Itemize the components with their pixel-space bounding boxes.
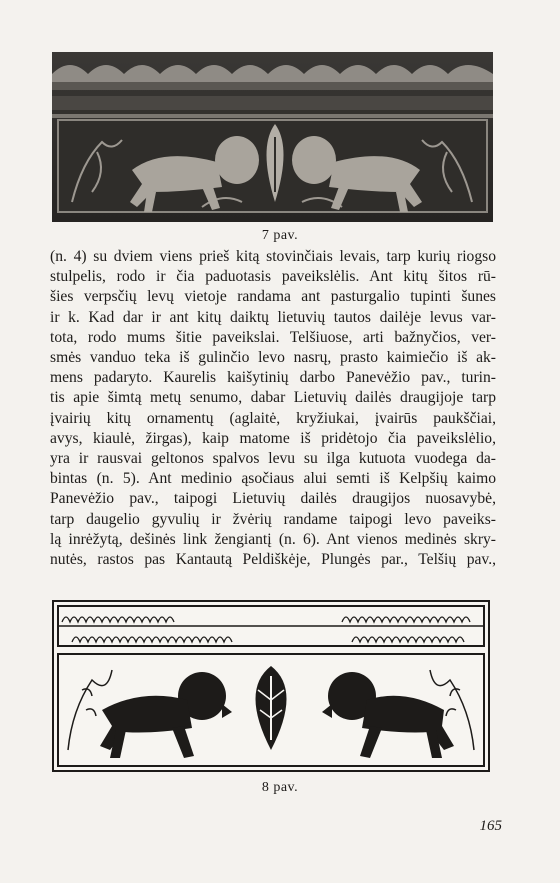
text-line: ir k. Kad dar ir ant kitų daiktų lietuvių tautos dailėje levus var-: [50, 308, 496, 326]
figure-8-caption: 8 pav.: [261, 780, 299, 795]
text-line: tarp daugelio gyvulių ir žvėrių randame taipogi levo paveiks-: [50, 510, 496, 528]
text-line: Panevėžio pav., taipogi Lietuvių dailės draugijos nuosavybė,: [50, 490, 496, 508]
text-line: tis apie šimtą metų senumo, dabar Lietuvių dailės draugijoje tarp: [50, 389, 496, 407]
text-line: nutės, rastos pas Kantautą Peldiškėje, Plungės par., Telšių pav.,: [50, 551, 496, 569]
text-line: yra ir rausvai geltonos spalvos levu su ilga kutuota vuodega da-: [50, 450, 496, 468]
text-line: mens padaryto. Kaurelis kaišytinių darbo Panevėžio pav., turin-: [50, 369, 496, 387]
text-line: stulpelis, rodo ir čia paduotasis paveikslėlis. Ant kitų šitos rū-: [50, 268, 496, 286]
text-line: tota, rodo mums šitie paveikslai. Telšiuose, arti bažnyčios, ver-: [50, 328, 496, 346]
text-line: (n. 4) su dviem viens prieš kitą stovinčiais levais, tarp kurių riogso: [50, 248, 496, 265]
text-line: įvairių kitų ornamentų (aglaitė, kryžiukai, įvairūs paukščiai,: [50, 409, 496, 427]
text-line: lą inrėžytą, dešinės link žengiantį (n. 6). Ant vienos medinės skry-: [50, 530, 496, 548]
text-line: šies verpsčių levų vietoje randama ant pasturgalio tupinti šunes: [50, 288, 496, 306]
page-number: 165: [479, 818, 502, 834]
figure-7-caption: 7 pav.: [261, 228, 299, 243]
text-line: smės vanduo teka iš gulinčio levo nasrų, prasto kaimiečio iš ak-: [50, 349, 496, 367]
body-paragraph: [50, 247, 496, 570]
figure-7-carved-panel-photo: [52, 52, 493, 222]
text-line: avys, kiaulė, žirgas), kaip matome iš pridėtojo čia paveikslėlio,: [50, 429, 496, 447]
figure-8-lion-ornament-drawing: [52, 600, 490, 772]
text-line: bintas (n. 5). Ant medinio ąsočiaus alui semti iš Kelpšių kaimo: [50, 470, 496, 488]
